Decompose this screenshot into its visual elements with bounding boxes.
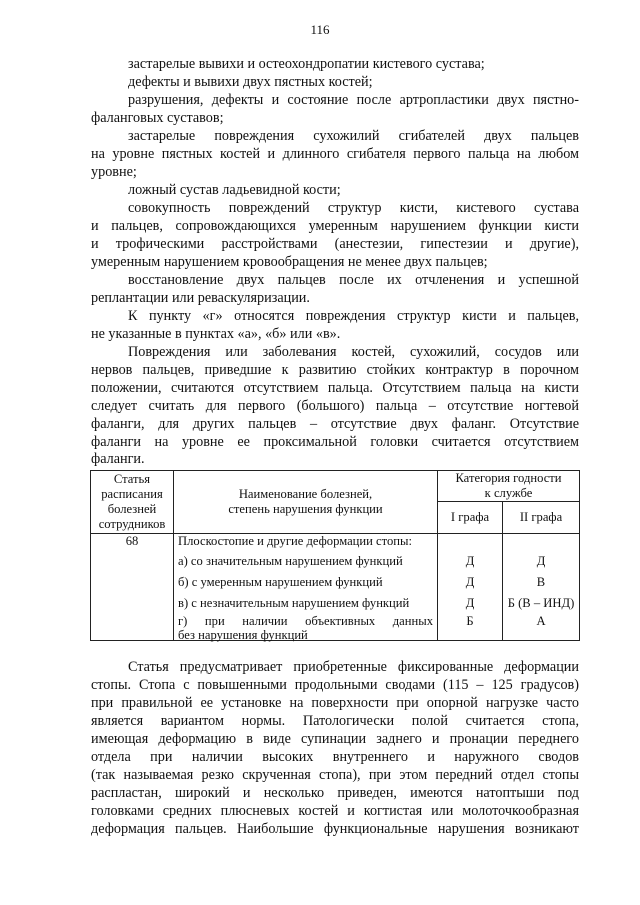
- text-line: реплантации или реваскуляризации.: [91, 290, 310, 306]
- text-line: распластан, широкий и несколько приведен, имеются натоптыши под: [91, 785, 579, 801]
- text-line: Повреждения или заболевания костей, сухожилий, сосудов или: [128, 344, 579, 360]
- graph-2-cell: Д В Б (В – ИНД) А: [503, 534, 580, 641]
- text-line: следует считать для первого (большого) пальца – отсутствие ногтевой: [91, 398, 579, 414]
- text-line: К пункту «г» относятся повреждения структур кисти и пальцев,: [128, 308, 579, 324]
- text-line: совокупность повреждений структур кисти, кистевого сустава: [128, 200, 579, 216]
- text-line: фаланги.: [91, 451, 145, 467]
- text-line: на уровне пястных костей и длинного сгибателя первого пальца на любом: [91, 146, 579, 162]
- fitness-category-table: [90, 470, 580, 641]
- table-row: г) при наличии объективных данных: [178, 614, 433, 628]
- page-number: 116: [310, 22, 330, 37]
- text-line: умеренным нарушением кровообращения не менее двух пальцев;: [91, 254, 488, 270]
- text-line: фаланги на уровне ее проксимальной головки считается отсутствием: [91, 434, 579, 450]
- text-line: застарелые вывихи и остеохондропатии кистевого сустава;: [128, 56, 485, 72]
- text-line: нервов пальцев, приведшие к развитию стойких контрактур в порочном: [91, 362, 579, 378]
- text-line: головками средних плюсневых костей и когтистая или молоточкообразная: [91, 803, 579, 819]
- text-line: положении, считаются отсутствием пальца. Отсутствием пальца на кисти: [91, 380, 579, 396]
- text-line: уровне;: [91, 164, 137, 180]
- text-line: при правильной ее установке на поверхности при опорной нагрузке часто: [91, 695, 579, 711]
- text-line: отдела при наличии высоких внутреннего и наружного сводов: [91, 749, 579, 765]
- table-row: б) с умеренным нарушением функций: [178, 575, 383, 589]
- text-line: стопы. Стопа с повышенными продольными сводами (115 – 125 градусов): [91, 677, 579, 693]
- text-line: и трофическими расстройствами (анестезии, гипестезии и другие),: [91, 236, 579, 252]
- header-article: Статья расписания болезней сотрудников: [91, 471, 174, 534]
- text-line: ложный сустав ладьевидной кости;: [128, 182, 341, 198]
- text-line: восстановление двух пальцев после их отчленения и успешной: [128, 272, 579, 288]
- header-graph-2: II графа: [503, 502, 580, 534]
- text-line: не указанные в пунктах «а», «б» или «в».: [91, 326, 341, 342]
- text-line: дефекты и вывихи двух пястных костей;: [128, 74, 373, 90]
- text-line: и пальцев, сопровождающихся умеренным нарушением функции кисти: [91, 218, 579, 234]
- table-row: Плоскостопие и другие деформации стопы:: [178, 534, 412, 548]
- header-category: Категория годности к службе: [438, 471, 580, 502]
- header-graph-1: I графа: [438, 502, 503, 534]
- text-line: Статья предусматривает приобретенные фиксированные деформации: [128, 659, 579, 675]
- text-line: является вариантом нормы. Патологически полой считается стопа,: [91, 713, 579, 729]
- header-disease-name: Наименование болезней, степень нарушения функции: [174, 471, 438, 534]
- graph-1-cell: Д Д Д Б: [438, 534, 503, 641]
- text-line: (так называемая резко скрученная стопа), при этом передний отдел стопы: [91, 767, 579, 783]
- disease-cell: [174, 534, 438, 641]
- text-line: деформация пальцев. Наибольшие функциональные нарушения возникают: [91, 821, 579, 837]
- text-line: имеющая деформацию в виде супинации заднего и пронации переднего: [91, 731, 579, 747]
- table-row: без нарушения функций: [178, 628, 308, 642]
- text-line: застарелые повреждения сухожилий сгибателей двух пальцев: [128, 128, 579, 144]
- text-line: фаланги, для других пальцев – отсутствие двух фаланг. Отсутствие: [91, 416, 579, 432]
- text-line: разрушения, дефекты и состояние после артропластики двух пястно-: [128, 92, 579, 108]
- table-row: в) с незначительным нарушением функций: [178, 596, 410, 610]
- text-line: фаланговых суставов;: [91, 110, 224, 126]
- article-number: 68: [91, 534, 174, 641]
- table-row: а) со значительным нарушением функций: [178, 554, 403, 568]
